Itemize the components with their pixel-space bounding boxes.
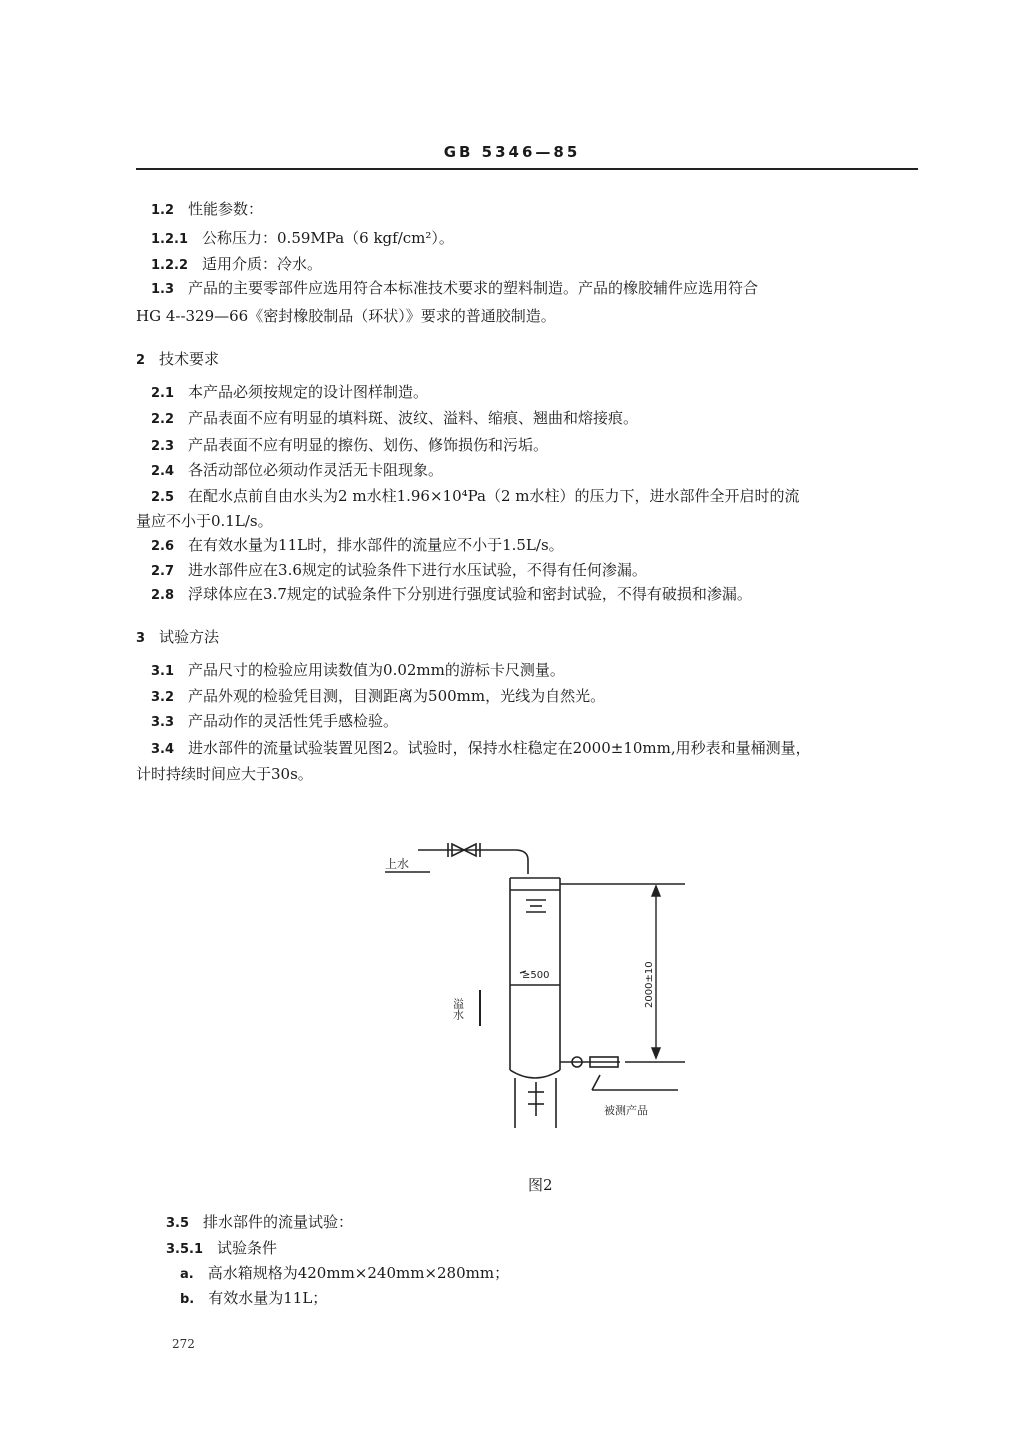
text-line: [151, 711, 398, 733]
text-line: [151, 435, 548, 457]
clause-text: 各活动部位必须动作灵活无卡阻现象。: [188, 461, 444, 479]
label-min-height: ≥500: [522, 970, 550, 981]
clause-number: 1.2.2: [151, 258, 189, 273]
clause-number: 1.2: [151, 203, 175, 218]
text-line: [166, 1238, 277, 1260]
text-line: [151, 686, 605, 708]
clause-text: 在配水点前自由水头为2 m水柱1.96×10⁴Pa（2 m水柱）的压力下，进水部件全开启时的流: [188, 487, 800, 505]
text-line: [151, 408, 638, 430]
text-line: [151, 486, 800, 508]
clause-text: 有效水量为11L；: [208, 1289, 328, 1307]
clause-text: 产品的主要零部件应选用符合本标准技术要求的塑料制造。产品的橡胶辅件应选用符合: [188, 279, 759, 297]
clause-number: 2: [136, 353, 146, 368]
clause-text: 量应不小于0.1L/s。: [136, 512, 273, 530]
text-line: [136, 349, 219, 371]
clause-text: 试验方法: [159, 628, 220, 646]
inlet-valve-icon: [448, 843, 480, 857]
clause-number: a.: [180, 1267, 194, 1282]
clause-number: 2.2: [151, 412, 175, 427]
height-dimension-line: [560, 884, 685, 1062]
clause-text: 性能参数：: [188, 200, 264, 218]
clause-text: 产品动作的灵活性凭手感检验。: [188, 712, 399, 730]
text-line: [151, 278, 758, 300]
text-line: [136, 306, 556, 326]
header-rule: [136, 168, 918, 170]
text-line: [151, 382, 428, 404]
clause-number: 2.7: [151, 564, 175, 579]
text-line: [151, 535, 564, 557]
text-line: [166, 1212, 353, 1234]
text-line: [136, 764, 313, 784]
tank-stand: [515, 1078, 556, 1128]
label-height: 2000±10: [644, 961, 655, 1008]
text-line: [151, 584, 752, 606]
text-line: [151, 199, 263, 221]
clause-number: 1.2.1: [151, 232, 189, 247]
clause-number: 3.5.1: [166, 1242, 204, 1257]
clause-number: 3: [136, 631, 146, 646]
clause-text: 进水部件的流量试验装置见图2。试验时，保持水柱稳定在2000±10mm,用秒表和量桶测量，: [188, 739, 811, 757]
clause-number: 3.2: [151, 690, 175, 705]
clause-text: 产品外观的检验凭目测，目测距离为500mm，光线为自然光。: [188, 687, 606, 705]
text-line: [151, 254, 322, 276]
clause-number: 2.4: [151, 464, 175, 479]
text-line: [151, 560, 647, 582]
label-inlet: 上水: [385, 857, 410, 871]
label-tested-product: 被测产品: [604, 1104, 648, 1117]
page-header-code: GB 5346—85: [443, 143, 581, 161]
clause-text: 排水部件的流量试验：: [203, 1213, 354, 1231]
clause-text: HG 4--329—66《密封橡胶制品（环状）》要求的普通胶制造。: [136, 307, 556, 325]
clause-number: 1.3: [151, 282, 175, 297]
clause-text: 产品表面不应有明显的擦伤、划伤、修饰损伤和污垢。: [188, 436, 549, 454]
clause-number: b.: [180, 1292, 195, 1307]
text-line: [136, 511, 273, 531]
figure-caption: 图2: [528, 1176, 553, 1194]
clause-text: 产品尺寸的检验应用读数值为0.02mm的游标卡尺测量。: [188, 661, 565, 679]
text-line: [180, 1288, 327, 1310]
label-overflow: 溢水: [451, 998, 465, 1020]
clause-number: 3.4: [151, 742, 175, 757]
clause-number: 3.5: [166, 1216, 190, 1231]
page-number: 272: [172, 1337, 195, 1351]
clause-text: 计时持续时间应大于30s。: [136, 765, 313, 783]
figure-2-diagram: [360, 830, 700, 1130]
clause-text: 技术要求: [159, 350, 220, 368]
clause-text: 适用介质：冷水。: [202, 255, 323, 273]
clause-text: 试验条件: [217, 1239, 278, 1257]
clause-text: 进水部件应在3.6规定的试验条件下进行水压试验，不得有任何渗漏。: [188, 561, 647, 579]
clause-number: 2.3: [151, 439, 175, 454]
text-line: [151, 660, 565, 682]
clause-text: 在有效水量为11L时，排水部件的流量应不小于1.5L/s。: [188, 536, 564, 554]
clause-text: 公称压力：0.59MPa（6 kgf/cm²）。: [202, 229, 454, 247]
clause-number: 2.6: [151, 539, 175, 554]
clause-number: 2.8: [151, 588, 175, 603]
clause-text: 本产品必须按规定的设计图样制造。: [188, 383, 429, 401]
text-line: [151, 228, 454, 250]
text-line: [180, 1263, 509, 1285]
clause-text: 产品表面不应有明显的填料斑、波纹、溢料、缩痕、翘曲和熔接痕。: [188, 409, 639, 427]
clause-text: 高水箱规格为420mm×240mm×280mm；: [207, 1264, 510, 1282]
clause-text: 浮球体应在3.7规定的试验条件下分别进行强度试验和密封试验，不得有破损和渗漏。: [188, 585, 752, 603]
clause-number: 3.1: [151, 664, 175, 679]
clause-number: 3.3: [151, 715, 175, 730]
text-line: [136, 627, 219, 649]
clause-number: 2.1: [151, 386, 175, 401]
text-line: [151, 460, 443, 482]
clause-number: 2.5: [151, 490, 175, 505]
text-line: [151, 738, 811, 760]
